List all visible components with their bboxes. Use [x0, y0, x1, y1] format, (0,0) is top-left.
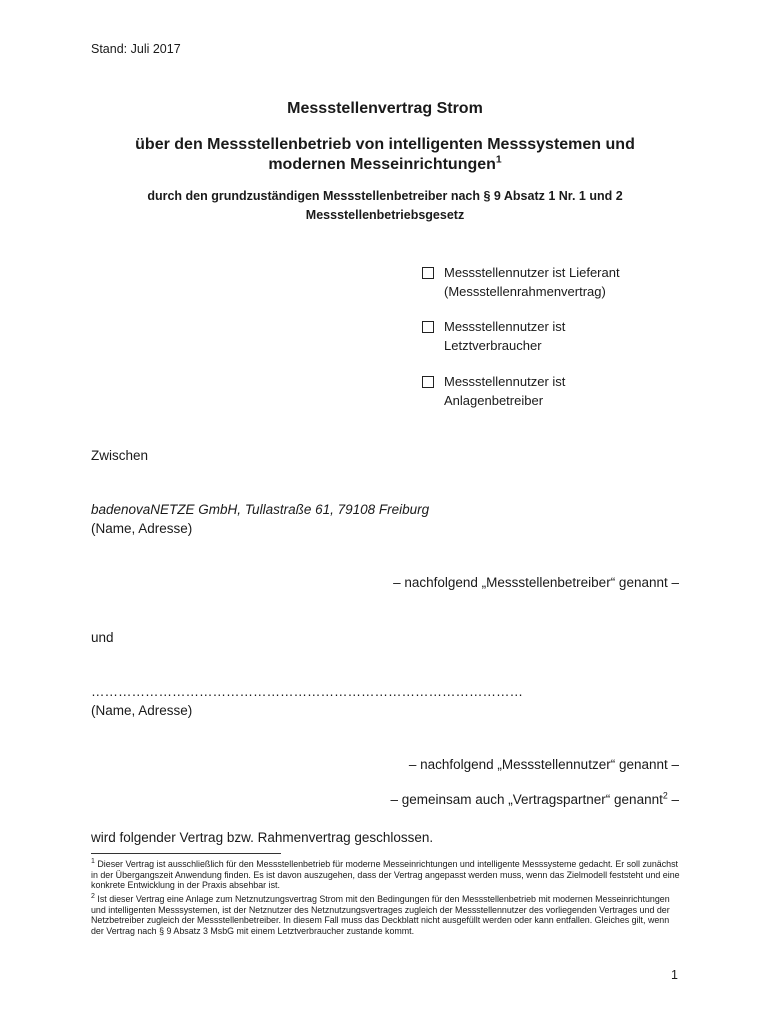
document-subtitle: [0, 135, 770, 175]
joint-label: [390, 790, 679, 809]
option-letztverbraucher[interactable]: [422, 318, 565, 355]
option-label: Anlagenbetreiber: [444, 392, 544, 408]
status-date: Stand: Juli 2017: [91, 42, 181, 56]
joint-label-text: – gemeinsam auch „Vertragspartner“ genannt: [390, 792, 663, 807]
option-label: Messstellennutzer ist: [444, 374, 566, 389]
footnote-text: Dieser Vertrag ist ausschließlich für den Messstellenbetrieb für moderne Messeinrichtungen und intelligente Messsysteme gedacht. Er soll zunächst in der Übergangszeit Anwendung finden. Es ist davon auszugehen, dass der Vertrag angepasst werden muss, wenn das Zielmodell feststeht und eine konkrete Entwicklung in der Praxis absehbar ist.: [91, 859, 680, 891]
footnote-number: 1: [91, 858, 95, 866]
party2-name-field[interactable]: ……………………………………………………………………………………: [91, 684, 523, 699]
page-number: 1: [671, 968, 678, 982]
party1-hint: (Name, Adresse): [91, 521, 193, 536]
legal-basis-line-2: Messstellenbetriebsgesetz: [305, 208, 465, 222]
subtitle-line-2-text: modernen Messeinrichtungen: [268, 156, 496, 173]
footnote-ref-1[interactable]: 1: [495, 154, 502, 166]
subtitle-line-1: über den Messstellenbetrieb von intelligenten Messsystemen und: [135, 136, 635, 153]
checkbox-lieferant[interactable]: [422, 267, 434, 279]
option-label: Letztverbraucher: [444, 337, 542, 353]
footnote-1: [91, 859, 681, 891]
subtitle-line-2: [0, 155, 770, 175]
checkbox-anlagenbetreiber[interactable]: [422, 376, 434, 388]
party1-role: – nachfolgend „Messstellenbetreiber“ genannt –: [393, 575, 679, 590]
document-title: Messstellenvertrag Strom: [287, 100, 483, 117]
option-label: Messstellennutzer ist: [444, 319, 566, 334]
party2-hint: (Name, Adresse): [91, 703, 193, 718]
legal-basis: [0, 187, 770, 225]
option-lieferant[interactable]: [422, 264, 620, 301]
footnote-text: Ist dieser Vertrag eine Anlage zum Netznutzungsvertrag Strom mit den Bedingungen für den Messstellenbetrieb mit modernen Messeinrichtungen und intelligenten Messsystemen, ist der Netznutzer des Netznutzungsvertrages zugleich der Messstellennutzer des vorliegenden Vertrages und der Netzbetreiber zugleich der Messstellenbetreiber. In diesem Fall muss das Deckblatt nicht ausgefüllt werden oder kann entfallen. Gleiches gilt, wenn der Vertrag nach § 9 Absatz 3 MsbG mit einem Letztverbraucher zustande kommt.: [91, 894, 670, 936]
closing-sentence: wird folgender Vertrag bzw. Rahmenvertrag geschlossen.: [91, 830, 434, 845]
checkbox-letztverbraucher[interactable]: [422, 321, 434, 333]
option-anlagenbetreiber[interactable]: [422, 373, 565, 410]
joint-label-suffix: –: [667, 792, 679, 807]
party2-role: – nachfolgend „Messstellennutzer“ genannt –: [408, 757, 679, 772]
footnote-ref-2[interactable]: 2: [662, 790, 668, 801]
between-label: Zwischen: [91, 448, 149, 463]
footnote-divider: [91, 853, 281, 854]
footnote-2: [91, 894, 681, 936]
legal-basis-line-1: durch den grundzuständigen Messstellenbetreiber nach § 9 Absatz 1 Nr. 1 und 2: [147, 189, 623, 203]
party1-name: badenovaNETZE GmbH, Tullastraße 61, 79108 Freiburg: [91, 502, 430, 517]
footnote-number: 2: [91, 893, 95, 901]
option-label: Messstellennutzer ist Lieferant: [444, 265, 620, 280]
option-label: (Messstellenrahmenvertrag): [444, 283, 606, 299]
and-label: und: [91, 630, 114, 645]
